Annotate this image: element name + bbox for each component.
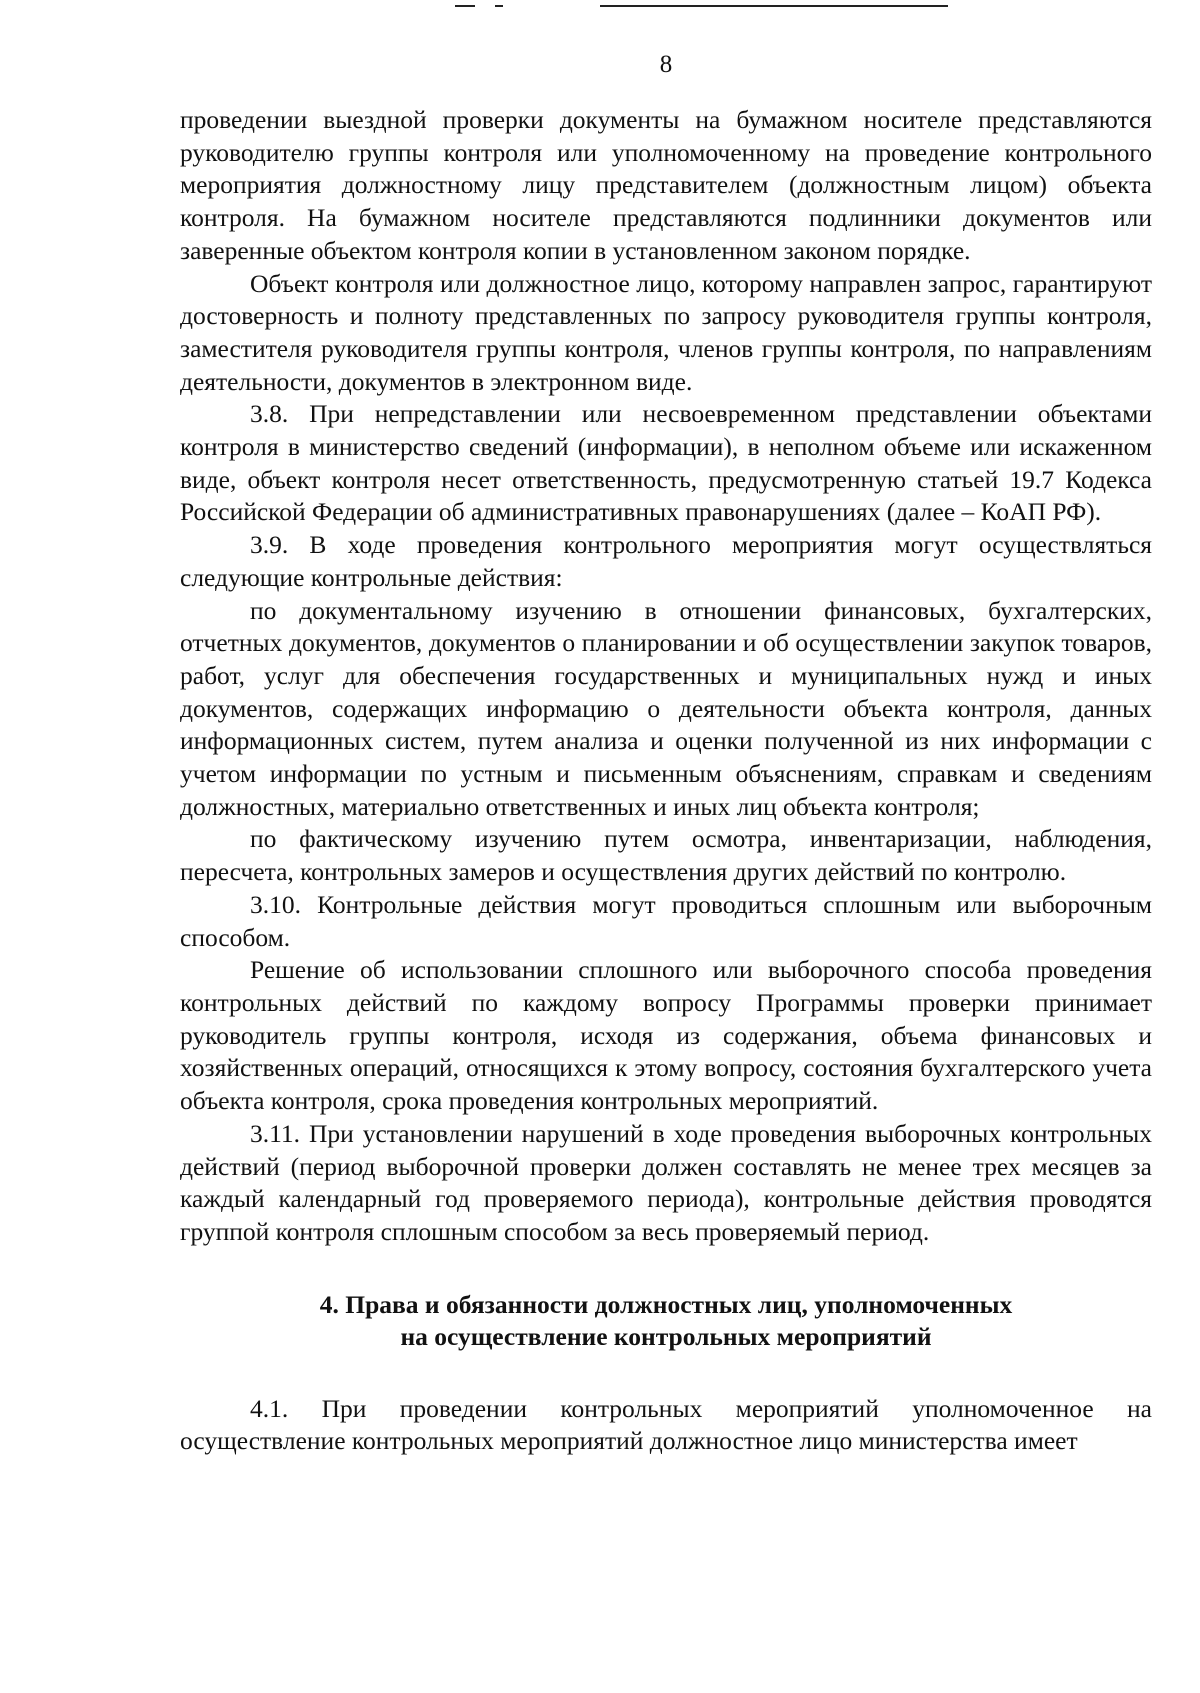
section-heading-line: 4. Права и обязанности должностных лиц, уполномоченных <box>319 1289 1013 1319</box>
paragraph: проведении выездной проверки документы на бумажном носителе представляются руководителю группы контроля или уполномоченному на проведение контрольного мероприятия должностному лицу представителем (должностным лицом) объекта контроля. На бумажном носителе представляются подлинники документов или заверенные объектом контроля копии в установленном законом порядке. <box>180 105 1152 265</box>
page-number: 8 <box>659 51 673 78</box>
paragraph: 3.8. При непредставлении или несвоевременном представлении объектами контроля в министерство сведений (информации), в неполном объеме или искаженном виде, объект контроля несет ответственность, предусмотренную статьей 19.7 Кодекса Российской Федерации об административных правонарушениях (далее – КоАП РФ). <box>180 399 1152 527</box>
scan-mark <box>495 5 503 7</box>
section-heading-line: на осуществление контрольных мероприятий <box>400 1321 932 1351</box>
paragraph: по документальному изучению в отношении финансовых, бухгалтерских, отчетных документов, документов о планировании и об осуществлении закупок товаров, работ, услуг для обеспечения государственных и муниципальных нужд и иных документов, содержащих информацию о деятельности объекта контроля, данных информационных систем, путем анализа и оценки полученной из них информации с учетом информации по устным и письменным объяснениям, справкам и сведениям должностных, материально ответственных и иных лиц объекта контроля; <box>180 595 1152 821</box>
paragraph: 3.10. Контрольные действия могут проводиться сплошным или выборочным способом. <box>180 889 1152 952</box>
paragraph: 3.9. В ходе проведения контрольного мероприятия могут осуществляться следующие контрольные действия: <box>180 530 1152 592</box>
paragraph: 3.11. При установлении нарушений в ходе проведения выборочных контрольных действий (период выборочной проверки должен составлять не менее трех месяцев за каждый календарный год проверяемого периода), контрольные действия проводятся группой контроля сплошным способом за весь проверяемый период. <box>180 1118 1152 1246</box>
paragraph: по фактическому изучению путем осмотра, инвентаризации, наблюдения, пересчета, контрольных замеров и осуществления других действий по контролю. <box>180 824 1152 887</box>
document-page <box>180 50 1152 1458</box>
scan-edge-marks <box>0 0 1200 14</box>
paragraph: Объект контроля или должностное лицо, которому направлен запрос, гарантируют достоверность и полноту представленных по запросу руководителя группы контроля, заместителя руководителя группы контроля, членов группы контроля, по направлениям деятельности, документов в электронном виде. <box>180 268 1152 396</box>
paragraph: Решение об использовании сплошного или выборочного способа проведения контрольных действий по каждому вопросу Программы проверки принимает руководитель группы контроля, исходя из содержания, объема финансовых и хозяйственных операций, относящихся к этому вопросу, состояния бухгалтерского учета объекта контроля, срока проведения контрольных мероприятий. <box>180 955 1152 1116</box>
scan-mark <box>455 5 475 7</box>
paragraph: 4.1. При проведении контрольных мероприятий уполномоченное на осуществление контрольных мероприятий должностное лицо министерства имеет <box>180 1393 1152 1456</box>
scan-mark <box>600 5 948 7</box>
section-heading <box>180 1289 1152 1353</box>
